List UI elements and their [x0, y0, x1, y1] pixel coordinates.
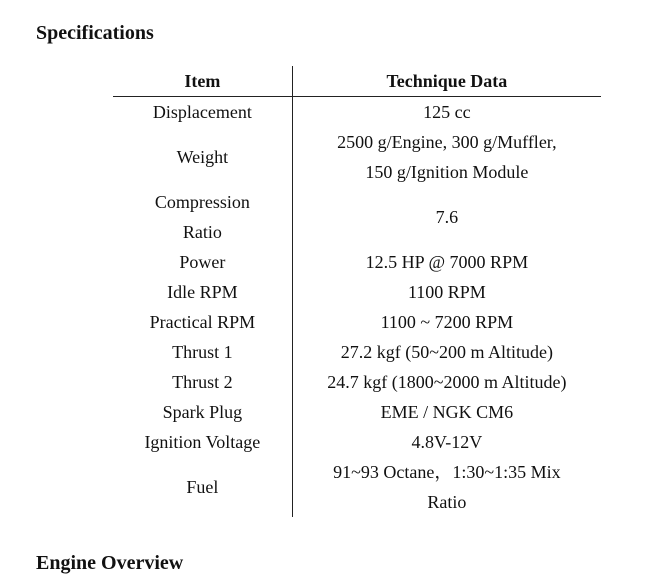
spec-value-cell — [292, 457, 601, 517]
spec-value: 27.2 kgf (50~200 m Altitude) — [340, 342, 553, 362]
spec-item-cell — [113, 127, 292, 187]
spec-item-label: Thrust 2 — [172, 372, 233, 392]
spec-item-label: Displacement — [152, 102, 252, 122]
spec-value-cell — [292, 127, 601, 187]
table-row — [113, 247, 601, 277]
spec-item-label: Spark Plug — [162, 402, 243, 422]
spec-value: 1100 RPM — [407, 282, 486, 302]
spec-value: 7.6 — [435, 207, 459, 227]
spec-value: 1100 ~ 7200 RPM — [380, 312, 514, 332]
spec-item-cell — [113, 337, 292, 367]
spec-value-cell — [292, 337, 601, 367]
table-row — [113, 187, 601, 247]
spec-value-cell — [292, 187, 601, 247]
spec-value-cell — [292, 307, 601, 337]
spec-value-cell — [292, 277, 601, 307]
spec-value: 12.5 HP @ 7000 RPM — [365, 252, 529, 272]
table-row — [113, 127, 601, 187]
table-row — [113, 307, 601, 337]
section-title: Specifications — [36, 22, 154, 44]
table-row — [113, 337, 601, 367]
spec-item-cell — [113, 277, 292, 307]
header-technique-data: Technique Data — [292, 66, 601, 97]
spec-item-label: Fuel — [186, 477, 219, 497]
table-row — [113, 367, 601, 397]
spec-value: 150 g/Ignition Module — [365, 162, 529, 182]
table-row — [113, 277, 601, 307]
spec-value-cell — [292, 367, 601, 397]
spec-value: Ratio — [427, 492, 467, 512]
table-row — [113, 397, 601, 427]
spec-item-cell — [113, 187, 292, 247]
table-row — [113, 427, 601, 457]
spec-item-cell — [113, 307, 292, 337]
table-body — [113, 97, 601, 518]
header-item: Item — [113, 66, 292, 97]
table-row — [113, 97, 601, 128]
specifications-table — [113, 66, 601, 517]
spec-item-label: Ignition Voltage — [144, 432, 261, 452]
spec-item-cell — [113, 247, 292, 277]
spec-item-label: Ratio — [182, 222, 222, 242]
spec-item-cell — [113, 427, 292, 457]
spec-item-label: Idle RPM — [167, 282, 238, 302]
spec-item-label: Power — [179, 252, 226, 272]
table-row — [113, 457, 601, 517]
spec-item-cell — [113, 97, 292, 128]
spec-value: 4.8V-12V — [411, 432, 483, 452]
spec-value-cell — [292, 247, 601, 277]
spec-item-cell — [113, 397, 292, 427]
spec-item-cell — [113, 367, 292, 397]
spec-value: EME / NGK CM6 — [380, 402, 514, 422]
spec-value: 91~93 Octane，1:30~1:35 Mix — [333, 462, 561, 482]
spec-value-cell — [292, 427, 601, 457]
spec-item-cell — [113, 457, 292, 517]
table-header-row — [113, 66, 601, 97]
spec-item-label: Practical RPM — [149, 312, 256, 332]
spec-item-label: Compression — [154, 192, 250, 212]
spec-item-label: Thrust 1 — [172, 342, 233, 362]
spec-value: 125 cc — [423, 102, 471, 122]
next-section-title: Engine Overview — [36, 552, 184, 574]
spec-value: 24.7 kgf (1800~2000 m Altitude) — [327, 372, 567, 392]
spec-value-cell — [292, 97, 601, 128]
spec-item-label: Weight — [176, 147, 229, 167]
spec-value: 2500 g/Engine, 300 g/Muffler, — [337, 132, 557, 152]
spec-value-cell — [292, 397, 601, 427]
